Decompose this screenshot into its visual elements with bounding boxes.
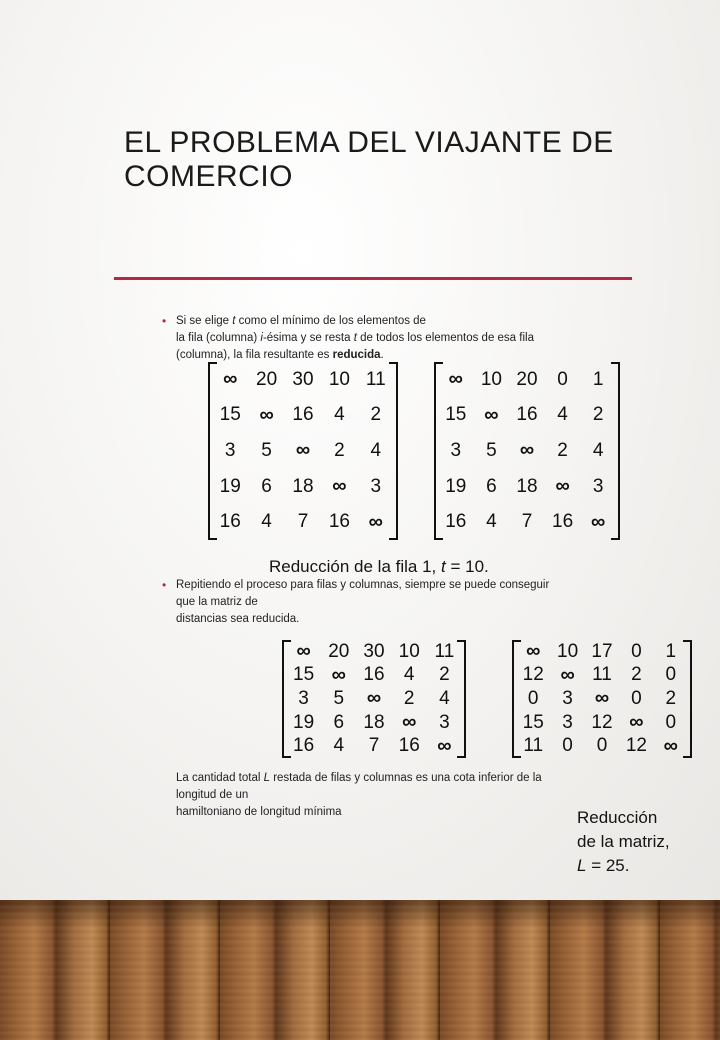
matrix-cell: ∞	[594, 687, 610, 710]
bullet1-text-3: la fila (columna)	[176, 332, 261, 344]
matrix-cell: 18	[292, 475, 314, 497]
matrix-cell: ∞	[629, 711, 644, 734]
matrix-cell: ∞	[560, 663, 575, 686]
matrix-cell: ∞	[259, 403, 274, 426]
matrix-cell: 11	[434, 640, 455, 662]
matrix-cell: 30	[363, 640, 385, 662]
matrix-cell: ∞	[519, 439, 535, 462]
matrix-cell: ∞	[526, 640, 541, 663]
caption2-line-1: Reducción	[577, 808, 658, 827]
caption-matrix-reduction	[577, 806, 707, 878]
matrix-cell: 3	[562, 687, 573, 709]
matrix-cell: 4	[370, 439, 382, 461]
matrix-cell: 4	[439, 687, 450, 709]
matrix-cell: 4	[557, 404, 568, 426]
matrix-cell: 10	[557, 640, 579, 662]
matrix-cell: 4	[261, 511, 272, 533]
bullet1-text-2: como el mínimo de los elementos de	[235, 315, 426, 327]
matrix-bracket-right	[611, 362, 620, 540]
matrix-cell: 11	[592, 664, 612, 686]
matrix-cell: 10	[328, 368, 350, 390]
matrix-cell: 12	[625, 735, 647, 757]
matrix-cell: 4	[333, 735, 345, 757]
note-text-1: La cantidad total	[176, 772, 264, 784]
matrix-cell: 3	[450, 439, 462, 461]
bullet1-text-4: -ésima y se resta	[262, 332, 354, 344]
matrix-cell: 16	[292, 404, 314, 426]
matrix-cell: ∞	[295, 439, 311, 462]
matrix-cell: 17	[591, 640, 613, 662]
matrix-cell: ∞	[366, 687, 382, 710]
bullet2-line-3: distancias sea reducida.	[176, 613, 300, 625]
matrix-cell: 10	[480, 368, 502, 390]
matrix-cell: 16	[328, 511, 350, 533]
matrix-cell: 16	[293, 735, 315, 757]
matrix-cell: 3	[298, 687, 309, 709]
bullet1-text-7: .	[380, 349, 384, 361]
matrix-cell: 11	[365, 368, 386, 390]
matrix-cell: 12	[522, 664, 544, 686]
matrix-cell: 1	[592, 368, 604, 390]
matrix-cell: ∞	[331, 663, 346, 686]
wooden-floor	[0, 900, 720, 1040]
matrix-cell: ∞	[223, 368, 238, 391]
matrix-cell: 5	[261, 439, 272, 461]
matrix-cell: 4	[403, 664, 415, 686]
matrix-cell: ∞	[332, 475, 347, 498]
matrix-cell: 15	[522, 711, 544, 733]
matrix-cell: 2	[403, 687, 415, 709]
matrix-row-reduced	[438, 362, 616, 540]
matrix-cell: 2	[631, 664, 642, 686]
matrix-cell: 3	[562, 711, 573, 733]
bullet-reduction-definition	[162, 313, 646, 364]
caption1-var-t: t	[441, 557, 446, 576]
note-line-3: hamiltoniano de longitud mínima	[176, 806, 342, 818]
matrix-cell: ∞	[402, 711, 417, 734]
matrix-cell: 16	[516, 404, 538, 426]
page-title: EL PROBLEMA DEL VIAJANTE DE COMERCIO	[124, 126, 614, 193]
matrix-cell: 15	[293, 664, 315, 686]
matrix-cell: 15	[445, 404, 467, 426]
caption2-line-2: de la matriz,	[577, 832, 670, 851]
bullet-repeat-process	[162, 577, 636, 628]
note-line-2: longitud de un	[176, 789, 249, 801]
matrix-cell: 0	[596, 735, 608, 757]
caption2-eq: = 25.	[586, 856, 630, 875]
matrix-cell: ∞	[591, 510, 606, 533]
matrix-cell: ∞	[484, 403, 499, 426]
matrix-cell: 4	[592, 439, 604, 461]
matrix-cell: 3	[439, 711, 450, 733]
matrix-cell: 10	[398, 640, 420, 662]
matrix-cell: 16	[552, 511, 574, 533]
bullet1-var-t: t	[232, 315, 236, 327]
matrix-cell: 0	[665, 664, 677, 686]
bullet-dot: •	[162, 578, 167, 592]
matrix-cell: 2	[334, 439, 345, 461]
matrix-cell: 3	[370, 475, 382, 497]
caption2-var-L: L	[577, 856, 587, 875]
matrix-cell: 18	[363, 711, 385, 733]
matrix-cell: 7	[368, 735, 380, 757]
matrix-cell: 16	[219, 511, 241, 533]
matrix-bracket-right	[389, 362, 398, 540]
matrix-cell: ∞	[555, 475, 570, 498]
matrix-cell: 30	[292, 368, 314, 390]
bullet2-line-2: que la matriz de	[176, 596, 258, 608]
matrix-bracket-right	[457, 640, 466, 758]
matrix-cell: 15	[219, 404, 241, 426]
matrix-cell: ∞	[448, 368, 463, 391]
matrix-cell: 2	[557, 439, 568, 461]
matrix-cell: 0	[557, 368, 568, 390]
matrix-cell: 1	[665, 640, 677, 662]
matrix-cell: 4	[486, 511, 497, 533]
lower-bound-note	[176, 770, 626, 821]
matrix-cell: ∞	[663, 734, 678, 757]
matrix-cell: ∞	[368, 510, 383, 533]
bullet1-text-6: (columna), la fila resultante es	[176, 349, 333, 361]
matrix-cell: 4	[334, 404, 345, 426]
matrix-bracket-left	[512, 640, 521, 758]
matrix-original-compact	[286, 640, 462, 758]
matrix-cell: ∞	[437, 734, 452, 757]
bullet2-line-1: Repitiendo el proceso para filas y columnas, siempre se puede conseguir	[176, 579, 550, 591]
matrix-bracket-right	[683, 640, 692, 758]
title-divider	[114, 277, 632, 280]
bullet1-bold-term: reducida	[332, 349, 381, 361]
bullet1-text-5: de todos los elementos de esa fila	[356, 332, 534, 344]
matrix-cell: 6	[333, 711, 345, 733]
matrix-cell: 18	[516, 475, 538, 497]
matrix-original	[212, 362, 394, 540]
matrix-cell: 16	[445, 511, 467, 533]
bullet1-text-1: Si se elige	[176, 315, 233, 327]
matrix-cell: 5	[333, 687, 345, 709]
matrix-cell: 20	[256, 368, 278, 390]
matrix-cell: 0	[631, 640, 642, 662]
matrix-cell: 2	[592, 404, 604, 426]
matrix-cell: 20	[328, 640, 350, 662]
matrix-cell: 12	[591, 711, 613, 733]
matrix-cell: 19	[445, 475, 467, 497]
matrix-cell: 6	[261, 475, 272, 497]
matrix-cell: 0	[527, 687, 539, 709]
bullet-dot: •	[162, 314, 167, 328]
note-var-L: L	[263, 772, 270, 784]
matrix-cell: 19	[219, 475, 241, 497]
matrix-cell: 0	[631, 687, 642, 709]
matrix-cell: ∞	[296, 640, 311, 663]
matrix-cell: 20	[516, 368, 538, 390]
bullet1-var-t2: t	[353, 332, 357, 344]
matrix-cell: 0	[562, 735, 573, 757]
matrix-cell: 16	[398, 735, 420, 757]
matrix-cell: 2	[439, 664, 450, 686]
matrix-cell: 7	[297, 511, 309, 533]
matrix-cell: 0	[665, 711, 677, 733]
bullet1-var-i: i	[260, 332, 263, 344]
matrix-bracket-left	[434, 362, 443, 540]
matrix-cell: 16	[363, 664, 385, 686]
matrix-cell: 2	[370, 404, 382, 426]
caption1-text-2: = 10.	[445, 557, 489, 576]
matrix-cell: 5	[486, 439, 497, 461]
matrix-bracket-left	[208, 362, 217, 540]
matrix-cell: 2	[665, 687, 677, 709]
note-text-1b: restada de filas y columnas es una cota inferior de la	[270, 772, 542, 784]
matrix-bracket-left	[282, 640, 291, 758]
matrix-cell: 19	[293, 711, 315, 733]
matrix-cell: 7	[521, 511, 533, 533]
matrix-cell: 3	[224, 439, 236, 461]
caption-row-reduction	[269, 556, 489, 578]
matrix-cell: 3	[592, 475, 604, 497]
matrix-cell: 11	[523, 735, 544, 757]
caption1-text-1: Reducción de la fila 1,	[269, 557, 441, 576]
matrix-cell: 6	[486, 475, 497, 497]
matrix-fully-reduced	[516, 640, 688, 758]
